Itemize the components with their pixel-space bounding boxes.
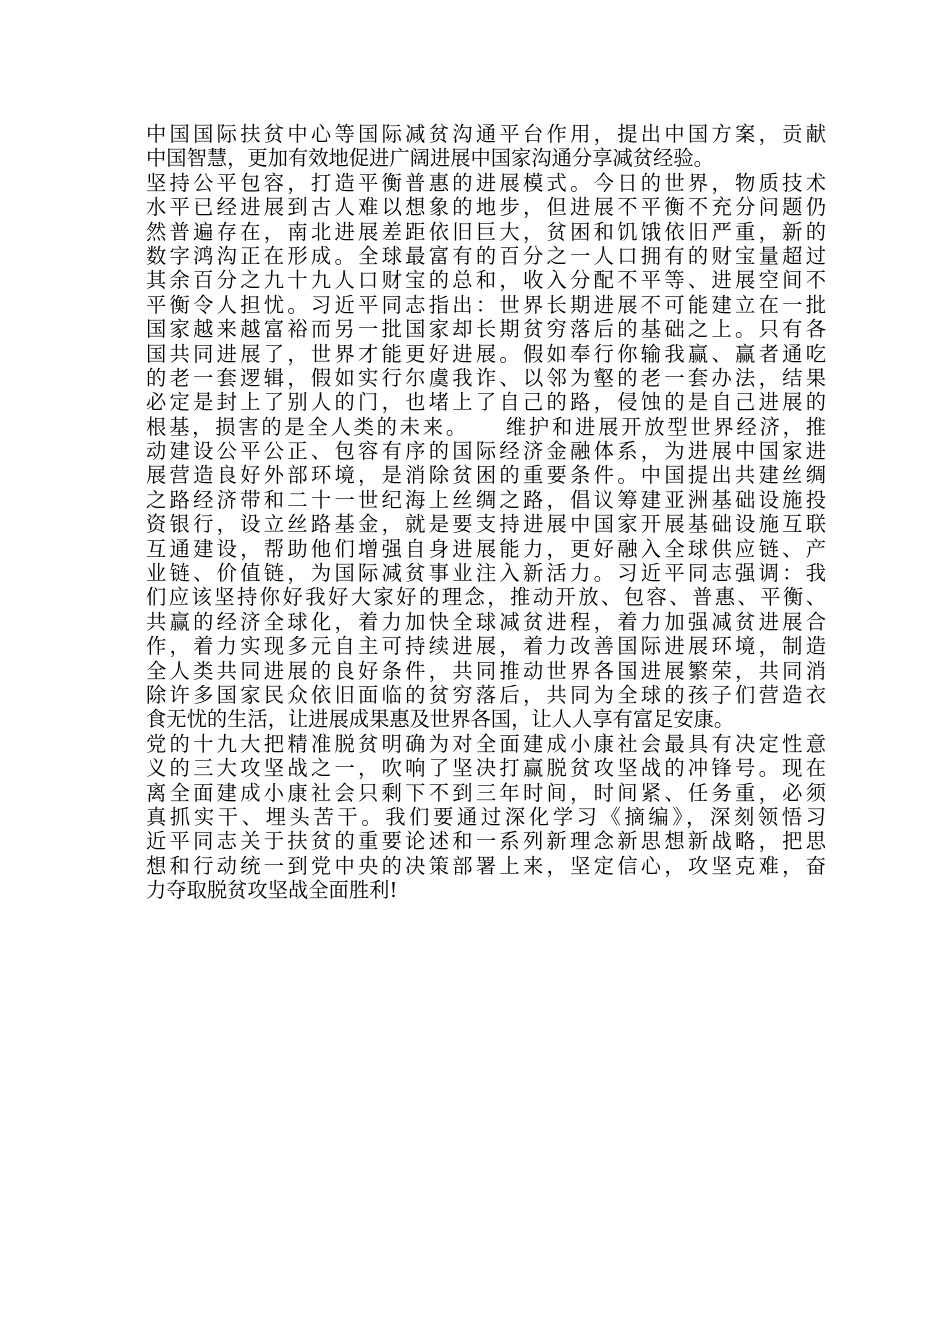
document-body bbox=[146, 122, 826, 903]
text-line: 水平已经进展到古人难以想象的地步，但进展不平衡不充分问题仍 bbox=[146, 195, 826, 220]
text-line: 近平同志关于扶贫的重要论述和一系列新理念新思想新战略，把思 bbox=[146, 829, 826, 854]
text-line: 必定是封上了别人的门，也堵上了自己的路，侵蚀的是自己进展的 bbox=[146, 390, 826, 415]
text-line: 展营造良好外部环境，是消除贫困的重要条件。中国提出共建丝绸 bbox=[146, 463, 826, 488]
text-line: 平衡令人担忧。习近平同志指出：世界长期进展不可能建立在一批 bbox=[146, 292, 826, 317]
text-line: 国家越来越富裕而另一批国家却长期贫穷落后的基础之上。只有各 bbox=[146, 317, 826, 342]
text-line: 互通建设，帮助他们增强自身进展能力，更好融入全球供应链、产 bbox=[146, 536, 826, 561]
text-line: 义的三大攻坚战之一，吹响了坚决打赢脱贫攻坚战的冲锋号。现在 bbox=[146, 756, 826, 781]
text-line: 根基，损害的是全人类的未来。 维护和进展开放型世界经济，推 bbox=[146, 414, 826, 439]
text-line: 的老一套逻辑，假如实行尔虞我诈、以邻为壑的老一套办法，结果 bbox=[146, 365, 826, 390]
text-line: 然普遍存在，南北进展差距依旧巨大，贫困和饥饿依旧严重，新的 bbox=[146, 219, 826, 244]
text-line: 动建设公平公正、包容有序的国际经济金融体系，为进展中国家进 bbox=[146, 439, 826, 464]
text-line: 离全面建成小康社会只剩下不到三年时间，时间紧、任务重，必须 bbox=[146, 780, 826, 805]
text-line: 业链、价值链，为国际减贫事业注入新活力。习近平同志强调：我 bbox=[146, 561, 826, 586]
text-line: 中国国际扶贫中心等国际减贫沟通平台作用，提出中国方案，贡献 bbox=[146, 122, 826, 146]
text-line: 共赢的经济全球化，着力加快全球减贫进程，着力加强减贫进展合 bbox=[146, 609, 826, 634]
text-line: 国共同进展了，世界才能更好进展。假如奉行你输我赢、赢者通吃 bbox=[146, 341, 826, 366]
text-line: 力夺取脱贫攻坚战全面胜利! bbox=[146, 878, 398, 903]
text-line: 坚持公平包容，打造平衡普惠的进展模式。今日的世界，物质技术 bbox=[146, 170, 826, 195]
text-line: 食无忧的生活，让进展成果惠及世界各国，让人人享有富足安康。 bbox=[146, 707, 735, 732]
text-line: 数字鸿沟正在形成。全球最富有的百分之一人口拥有的财宝量超过 bbox=[146, 243, 826, 268]
text-line: 全人类共同进展的良好条件，共同推动世界各国进展繁荣，共同消 bbox=[146, 658, 826, 683]
text-line: 想和行动统一到党中央的决策部署上来，坚定信心，攻坚克难，奋 bbox=[146, 853, 826, 878]
text-line: 们应该坚持你好我好大家好的理念，推动开放、包容、普惠、平衡、 bbox=[146, 585, 826, 610]
text-line: 真抓实干、埋头苦干。我们要通过深化学习《摘编》，深刻领悟习 bbox=[146, 804, 826, 829]
text-line: 除许多国家民众依旧面临的贫穷落后，共同为全球的孩子们营造衣 bbox=[146, 682, 826, 707]
text-line: 党的十九大把精准脱贫明确为对全面建成小康社会最具有决定性意 bbox=[146, 731, 826, 756]
text-line: 其余百分之九十九人口财宝的总和，收入分配不平等、进展空间不 bbox=[146, 268, 826, 293]
text-line: 作，着力实现多元自主可持续进展，着力改善国际进展环境，制造 bbox=[146, 634, 826, 659]
text-line: 资银行，设立丝路基金，就是要支持进展中国家开展基础设施互联 bbox=[146, 512, 826, 537]
text-line: 之路经济带和二十一世纪海上丝绸之路，倡议筹建亚洲基础设施投 bbox=[146, 487, 826, 512]
text-line: 中国智慧，更加有效地促进广阔进展中国家沟通分享减贫经验。 bbox=[146, 146, 714, 171]
